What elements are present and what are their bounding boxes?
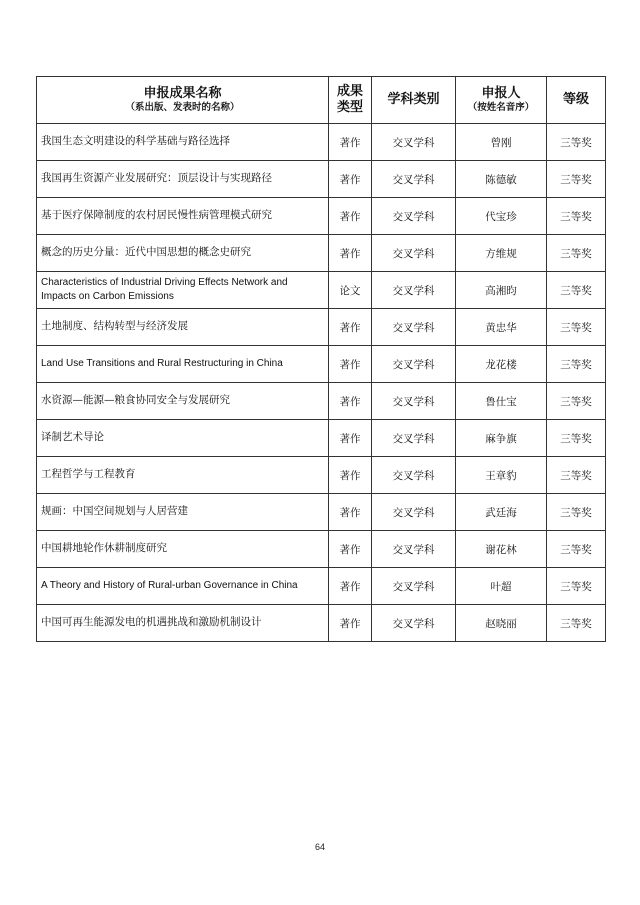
cell-applicant: 谢花林 xyxy=(456,531,547,568)
cell-type: 著作 xyxy=(329,198,372,235)
cell-applicant: 鲁仕宝 xyxy=(456,383,547,420)
cell-category: 交叉学科 xyxy=(372,124,456,161)
cell-name: 中国可再生能源发电的机遇挑战和激励机制设计 xyxy=(37,605,329,642)
cell-type: 著作 xyxy=(329,457,372,494)
cell-grade: 三等奖 xyxy=(547,161,606,198)
cell-category: 交叉学科 xyxy=(372,346,456,383)
cell-applicant: 武廷海 xyxy=(456,494,547,531)
cell-type: 著作 xyxy=(329,568,372,605)
cell-applicant: 曾刚 xyxy=(456,124,547,161)
cell-type: 著作 xyxy=(329,124,372,161)
table-row xyxy=(37,568,606,605)
cell-grade: 三等奖 xyxy=(547,605,606,642)
table-row xyxy=(37,272,606,309)
table-row xyxy=(37,124,606,161)
cell-grade: 三等奖 xyxy=(547,235,606,272)
table-row xyxy=(37,420,606,457)
page-number: 64 xyxy=(314,842,325,852)
header-category xyxy=(372,77,456,124)
cell-category: 交叉学科 xyxy=(372,531,456,568)
cell-applicant: 麻争旗 xyxy=(456,420,547,457)
cell-category: 交叉学科 xyxy=(372,420,456,457)
cell-category: 交叉学科 xyxy=(372,494,456,531)
cell-applicant: 叶超 xyxy=(456,568,547,605)
cell-applicant: 高湘昀 xyxy=(456,272,547,309)
header-type-line1: 成果 xyxy=(336,83,363,99)
cell-name: Land Use Transitions and Rural Restructuring in China xyxy=(37,346,329,383)
header-type-line2: 类型 xyxy=(336,100,363,115)
cell-applicant: 代宝珍 xyxy=(456,198,547,235)
cell-type: 著作 xyxy=(329,309,372,346)
cell-grade: 三等奖 xyxy=(547,531,606,568)
table-row xyxy=(37,309,606,346)
cell-type: 著作 xyxy=(329,420,372,457)
cell-applicant: 陈德敏 xyxy=(456,161,547,198)
table-row xyxy=(37,235,606,272)
header-name-sub: （系出版、发表时的名称） xyxy=(125,102,240,114)
cell-grade: 三等奖 xyxy=(547,420,606,457)
cell-name: 中国耕地轮作休耕制度研究 xyxy=(37,531,329,568)
cell-name: 我国生态文明建设的科学基础与路径选择 xyxy=(37,124,329,161)
cell-applicant: 王章豹 xyxy=(456,457,547,494)
cell-name: 译制艺术导论 xyxy=(37,420,329,457)
cell-type: 著作 xyxy=(329,531,372,568)
header-name xyxy=(37,77,329,124)
cell-name: 水资源—能源—粮食协同安全与发展研究 xyxy=(37,383,329,420)
cell-category: 交叉学科 xyxy=(372,161,456,198)
cell-grade: 三等奖 xyxy=(547,309,606,346)
cell-applicant: 赵晓丽 xyxy=(456,605,547,642)
cell-type: 著作 xyxy=(329,346,372,383)
cell-category: 交叉学科 xyxy=(372,198,456,235)
cell-applicant: 龙花楼 xyxy=(456,346,547,383)
table-row xyxy=(37,383,606,420)
cell-applicant: 方维规 xyxy=(456,235,547,272)
cell-grade: 三等奖 xyxy=(547,568,606,605)
cell-name: 我国再生资源产业发展研究：顶层设计与实现路径 xyxy=(37,161,329,198)
cell-type: 著作 xyxy=(329,383,372,420)
header-type xyxy=(329,77,372,124)
cell-type: 著作 xyxy=(329,605,372,642)
header-category-label: 学科类别 xyxy=(387,91,440,107)
header-applicant xyxy=(456,77,547,124)
header-applicant-main: 申报人 xyxy=(481,85,521,101)
cell-name: 规画：中国空间规划与人居营建 xyxy=(37,494,329,531)
table-row xyxy=(37,457,606,494)
cell-name: 基于医疗保障制度的农村居民慢性病管理模式研究 xyxy=(37,198,329,235)
header-grade-label: 等级 xyxy=(562,91,589,107)
cell-grade: 三等奖 xyxy=(547,346,606,383)
cell-type: 著作 xyxy=(329,161,372,198)
table-body xyxy=(37,124,606,642)
table-row xyxy=(37,198,606,235)
cell-grade: 三等奖 xyxy=(547,494,606,531)
header-name-main: 申报成果名称 xyxy=(143,85,222,101)
table-row xyxy=(37,346,606,383)
cell-grade: 三等奖 xyxy=(547,198,606,235)
cell-category: 交叉学科 xyxy=(372,383,456,420)
cell-applicant: 黄忠华 xyxy=(456,309,547,346)
cell-category: 交叉学科 xyxy=(372,272,456,309)
table-row xyxy=(37,161,606,198)
cell-category: 交叉学科 xyxy=(372,457,456,494)
cell-name: 工程哲学与工程教育 xyxy=(37,457,329,494)
table-row xyxy=(37,494,606,531)
table-row xyxy=(37,531,606,568)
cell-type: 著作 xyxy=(329,235,372,272)
table-row xyxy=(37,605,606,642)
cell-category: 交叉学科 xyxy=(372,568,456,605)
cell-grade: 三等奖 xyxy=(547,124,606,161)
cell-category: 交叉学科 xyxy=(372,235,456,272)
cell-type: 著作 xyxy=(329,494,372,531)
header-applicant-sub: （按姓名音序） xyxy=(467,102,535,114)
awards-table xyxy=(36,76,606,642)
cell-name: Characteristics of Industrial Driving Effects Network and Impacts on Carbon Emissions xyxy=(37,272,329,309)
cell-category: 交叉学科 xyxy=(372,605,456,642)
table-header xyxy=(37,77,606,124)
cell-grade: 三等奖 xyxy=(547,383,606,420)
cell-name: 土地制度、结构转型与经济发展 xyxy=(37,309,329,346)
cell-type: 论文 xyxy=(329,272,372,309)
header-row xyxy=(37,77,606,124)
cell-name: 概念的历史分量：近代中国思想的概念史研究 xyxy=(37,235,329,272)
cell-name: A Theory and History of Rural-urban Governance in China xyxy=(37,568,329,605)
cell-grade: 三等奖 xyxy=(547,457,606,494)
cell-category: 交叉学科 xyxy=(372,309,456,346)
cell-grade: 三等奖 xyxy=(547,272,606,309)
header-grade xyxy=(547,77,606,124)
